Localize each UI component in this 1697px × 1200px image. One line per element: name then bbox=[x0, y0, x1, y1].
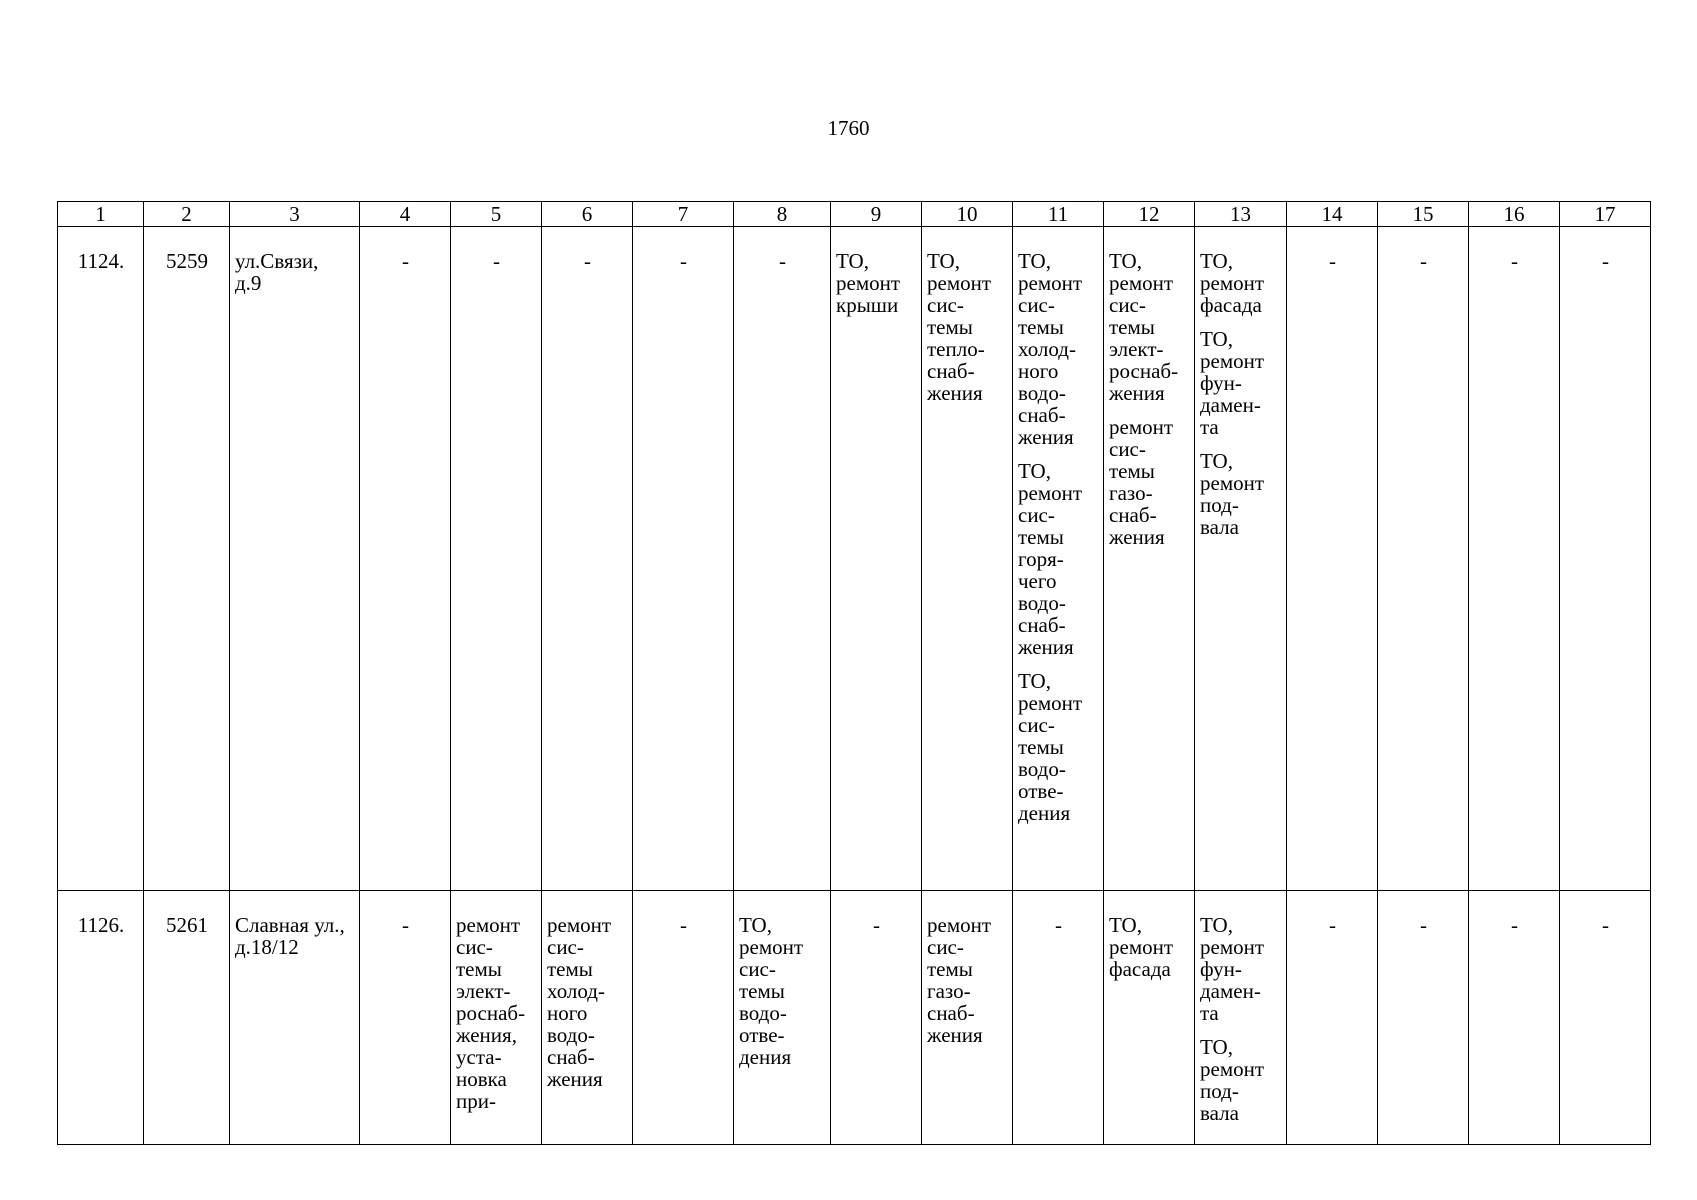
column-header: 5 bbox=[451, 202, 542, 227]
cell-text: ул.Связи, д.9 bbox=[235, 249, 319, 295]
row-number-cell bbox=[58, 891, 144, 1145]
cell-text: 5259 bbox=[166, 249, 208, 273]
column-number-row bbox=[58, 202, 1651, 227]
table-cell bbox=[451, 227, 542, 891]
cell-text: ремонт сис- темы холод- ного водо- снаб- жения bbox=[547, 913, 612, 1091]
table-cell bbox=[734, 891, 831, 1145]
cell-text: ТО, ремонт фасада bbox=[1109, 913, 1174, 981]
column-header: 15 bbox=[1378, 202, 1469, 227]
table-cell bbox=[1195, 227, 1287, 891]
table-cell bbox=[1013, 227, 1104, 891]
cell-text: ТО, ремонт под- вала bbox=[1200, 1035, 1265, 1125]
address-cell bbox=[230, 891, 360, 1145]
address-cell bbox=[230, 227, 360, 891]
column-header: 9 bbox=[831, 202, 922, 227]
column-header: 13 bbox=[1195, 202, 1287, 227]
column-header: 14 bbox=[1287, 202, 1378, 227]
column-header: 3 bbox=[230, 202, 360, 227]
object-code-cell bbox=[144, 891, 230, 1145]
cell-text: ТО, ремонт фун- дамен- та bbox=[1200, 913, 1265, 1025]
works-table bbox=[57, 201, 1651, 1145]
cell-text: - bbox=[1329, 249, 1336, 273]
cell-text: - bbox=[584, 249, 591, 273]
cell-text: ТО, ремонт фун- дамен- та bbox=[1200, 327, 1265, 439]
table-cell bbox=[922, 891, 1013, 1145]
table-cell bbox=[542, 227, 633, 891]
cell-text: - bbox=[1055, 913, 1062, 937]
column-header: 16 bbox=[1469, 202, 1560, 227]
table-cell bbox=[1469, 891, 1560, 1145]
cell-text: 1124. bbox=[77, 249, 125, 273]
cell-text: - bbox=[1420, 249, 1427, 273]
cell-text: - bbox=[1420, 913, 1427, 937]
table-cell bbox=[1469, 227, 1560, 891]
table-cell bbox=[734, 227, 831, 891]
cell-text: 1126. bbox=[77, 913, 125, 937]
cell-text: - bbox=[493, 249, 500, 273]
cell-text: ТО, ремонт под- вала bbox=[1200, 449, 1265, 539]
column-header: 11 bbox=[1013, 202, 1104, 227]
table-cell bbox=[1104, 227, 1195, 891]
cell-text: ремонт сис- темы элект- роснаб- жения, уста- новка при- bbox=[456, 913, 526, 1113]
cell-text: ТО, ремонт крыши bbox=[836, 249, 901, 317]
table-cell bbox=[1378, 891, 1469, 1145]
cell-text: - bbox=[402, 913, 409, 937]
cell-text: ремонт сис- темы газо- снаб- жения bbox=[927, 913, 992, 1047]
cell-text: - bbox=[402, 249, 409, 273]
column-header: 1 bbox=[58, 202, 144, 227]
table-cell bbox=[1560, 227, 1651, 891]
cell-text: - bbox=[1602, 249, 1609, 273]
cell-text: ремонт сис- темы газо- снаб- жения bbox=[1109, 415, 1174, 549]
cell-text: - bbox=[680, 913, 687, 937]
table-cell bbox=[1013, 891, 1104, 1145]
row-number-cell bbox=[58, 227, 144, 891]
column-header: 7 bbox=[633, 202, 734, 227]
table-cell bbox=[1195, 891, 1287, 1145]
table-cell bbox=[1378, 227, 1469, 891]
table-cell bbox=[1104, 891, 1195, 1145]
table-cell bbox=[831, 891, 922, 1145]
cell-text: ТО, ремонт сис- темы водо- отве- дения bbox=[1018, 669, 1083, 825]
column-header: 6 bbox=[542, 202, 633, 227]
table-cell bbox=[633, 891, 734, 1145]
column-header: 12 bbox=[1104, 202, 1195, 227]
cell-text: - bbox=[1602, 913, 1609, 937]
cell-text: - bbox=[779, 249, 786, 273]
table-cell bbox=[1560, 891, 1651, 1145]
column-header: 4 bbox=[360, 202, 451, 227]
cell-text: - bbox=[1511, 913, 1518, 937]
column-header: 10 bbox=[922, 202, 1013, 227]
cell-text: - bbox=[1511, 249, 1518, 273]
cell-text: 5261 bbox=[166, 913, 208, 937]
cell-text: Славная ул., д.18/12 bbox=[235, 913, 345, 959]
page-number: 1760 bbox=[827, 116, 870, 140]
table-cell bbox=[542, 891, 633, 1145]
cell-text: - bbox=[1329, 913, 1336, 937]
cell-text: ТО, ремонт сис- темы горя- чего водо- снаб- жения bbox=[1018, 459, 1083, 659]
cell-text: ТО, ремонт сис- темы тепло- снаб- жения bbox=[927, 249, 992, 405]
table-cell bbox=[360, 891, 451, 1145]
table-cell bbox=[1287, 891, 1378, 1145]
table-cell bbox=[360, 227, 451, 891]
cell-text: - bbox=[680, 249, 687, 273]
table-cell bbox=[633, 227, 734, 891]
cell-text: ТО, ремонт сис- темы водо- отве- дения bbox=[739, 913, 804, 1069]
table-cell bbox=[1287, 227, 1378, 891]
column-header: 2 bbox=[144, 202, 230, 227]
cell-text: - bbox=[873, 913, 880, 937]
table-cell bbox=[451, 891, 542, 1145]
object-code-cell bbox=[144, 227, 230, 891]
table-cell bbox=[922, 227, 1013, 891]
cell-text: ТО, ремонт фасада bbox=[1200, 249, 1265, 317]
table-row bbox=[58, 891, 1651, 1145]
cell-text: ТО, ремонт сис- темы элект- роснаб- жения bbox=[1109, 249, 1179, 405]
cell-text: ТО, ремонт сис- темы холод- ного водо- снаб- жения bbox=[1018, 249, 1083, 449]
table-row bbox=[58, 227, 1651, 891]
column-header: 17 bbox=[1560, 202, 1651, 227]
column-header: 8 bbox=[734, 202, 831, 227]
table-cell bbox=[831, 227, 922, 891]
